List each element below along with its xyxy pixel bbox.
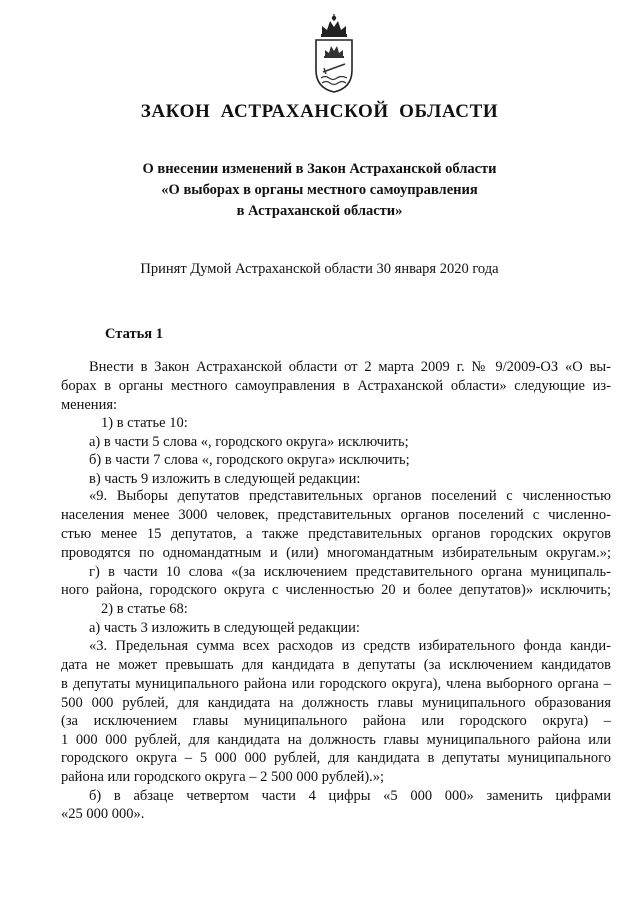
body-line: борах в органы местного самоуправления в Астраханской области» следующие из- <box>61 378 611 394</box>
body-line: дата не может превышать для кандидата в депутаты (за исключением кандидатов <box>61 657 611 673</box>
body-line: б) в части 7 слова «, городского округа» исключить; <box>89 452 410 468</box>
body-line: менения: <box>61 397 118 413</box>
body-line: района или городского округа – 2 500 000 рублей).»; <box>61 769 385 785</box>
body-line: населения менее 3000 человек, представительных органов поселений с численно- <box>61 507 611 523</box>
body-line: б) в абзаце четвертом части 4 цифры «5 000 000» заменить цифрами <box>89 788 611 804</box>
subtitle-line-3: в Астраханской области» <box>236 203 403 219</box>
body-line: а) часть 3 изложить в следующей редакции: <box>89 620 360 636</box>
body-line: «3. Предельная сумма всех расходов из средств избирательного фонда канди- <box>89 638 611 654</box>
body-line: в депутаты муниципального района или городского округа), члена выборного органа – <box>61 676 611 692</box>
body-line: 500 000 рублей, для кандидата на должность главы муниципального образования <box>61 695 611 711</box>
subtitle-line-1: О внесении изменений в Закон Астраханской области <box>142 161 497 177</box>
body-line: г) в части 10 слова «(за исключением представительного органа муниципаль- <box>89 564 611 580</box>
body-line: стью менее 15 депутатов, а также представительных органов городских округов <box>61 526 611 542</box>
body-line: городского округа – 5 000 000 рублей, для кандидата в депутаты муниципального <box>61 750 611 766</box>
article-heading: Статья 1 <box>105 326 163 342</box>
coat-of-arms-icon <box>312 12 356 94</box>
body-line: (за исключением главы муниципального района или городского округа) – <box>61 713 611 729</box>
body-line: Внести в Закон Астраханской области от 2 марта 2009 г. № 9/2009-ОЗ «О вы- <box>89 359 611 375</box>
body-line: в) часть 9 изложить в следующей редакции: <box>89 471 361 487</box>
body-line: а) в части 5 слова «, городского округа» исключить; <box>89 434 409 450</box>
subtitle-line-2: «О выборах в органы местного самоуправления <box>161 182 478 198</box>
body-line: «25 000 000». <box>61 806 145 822</box>
body-line: 2) в статье 68: <box>101 601 188 617</box>
body-line: 1) в статье 10: <box>101 415 188 431</box>
law-title: ЗАКОН АСТРАХАНСКОЙ ОБЛАСТИ <box>140 101 499 122</box>
body-line: 1 000 000 рублей, для кандидата на должность главы муниципального района или <box>61 732 611 748</box>
body-line: ного района, городского округа с численностью 20 и более депутатов)» исключить; <box>61 582 611 598</box>
adoption-date: Принят Думой Астраханской области 30 января 2020 года <box>140 261 499 277</box>
body-line: «9. Выборы депутатов представительных органов поселений с численностью <box>89 488 611 504</box>
body-line: проводятся по одномандатным и (или) многомандатным избирательным округам.»; <box>61 545 611 561</box>
